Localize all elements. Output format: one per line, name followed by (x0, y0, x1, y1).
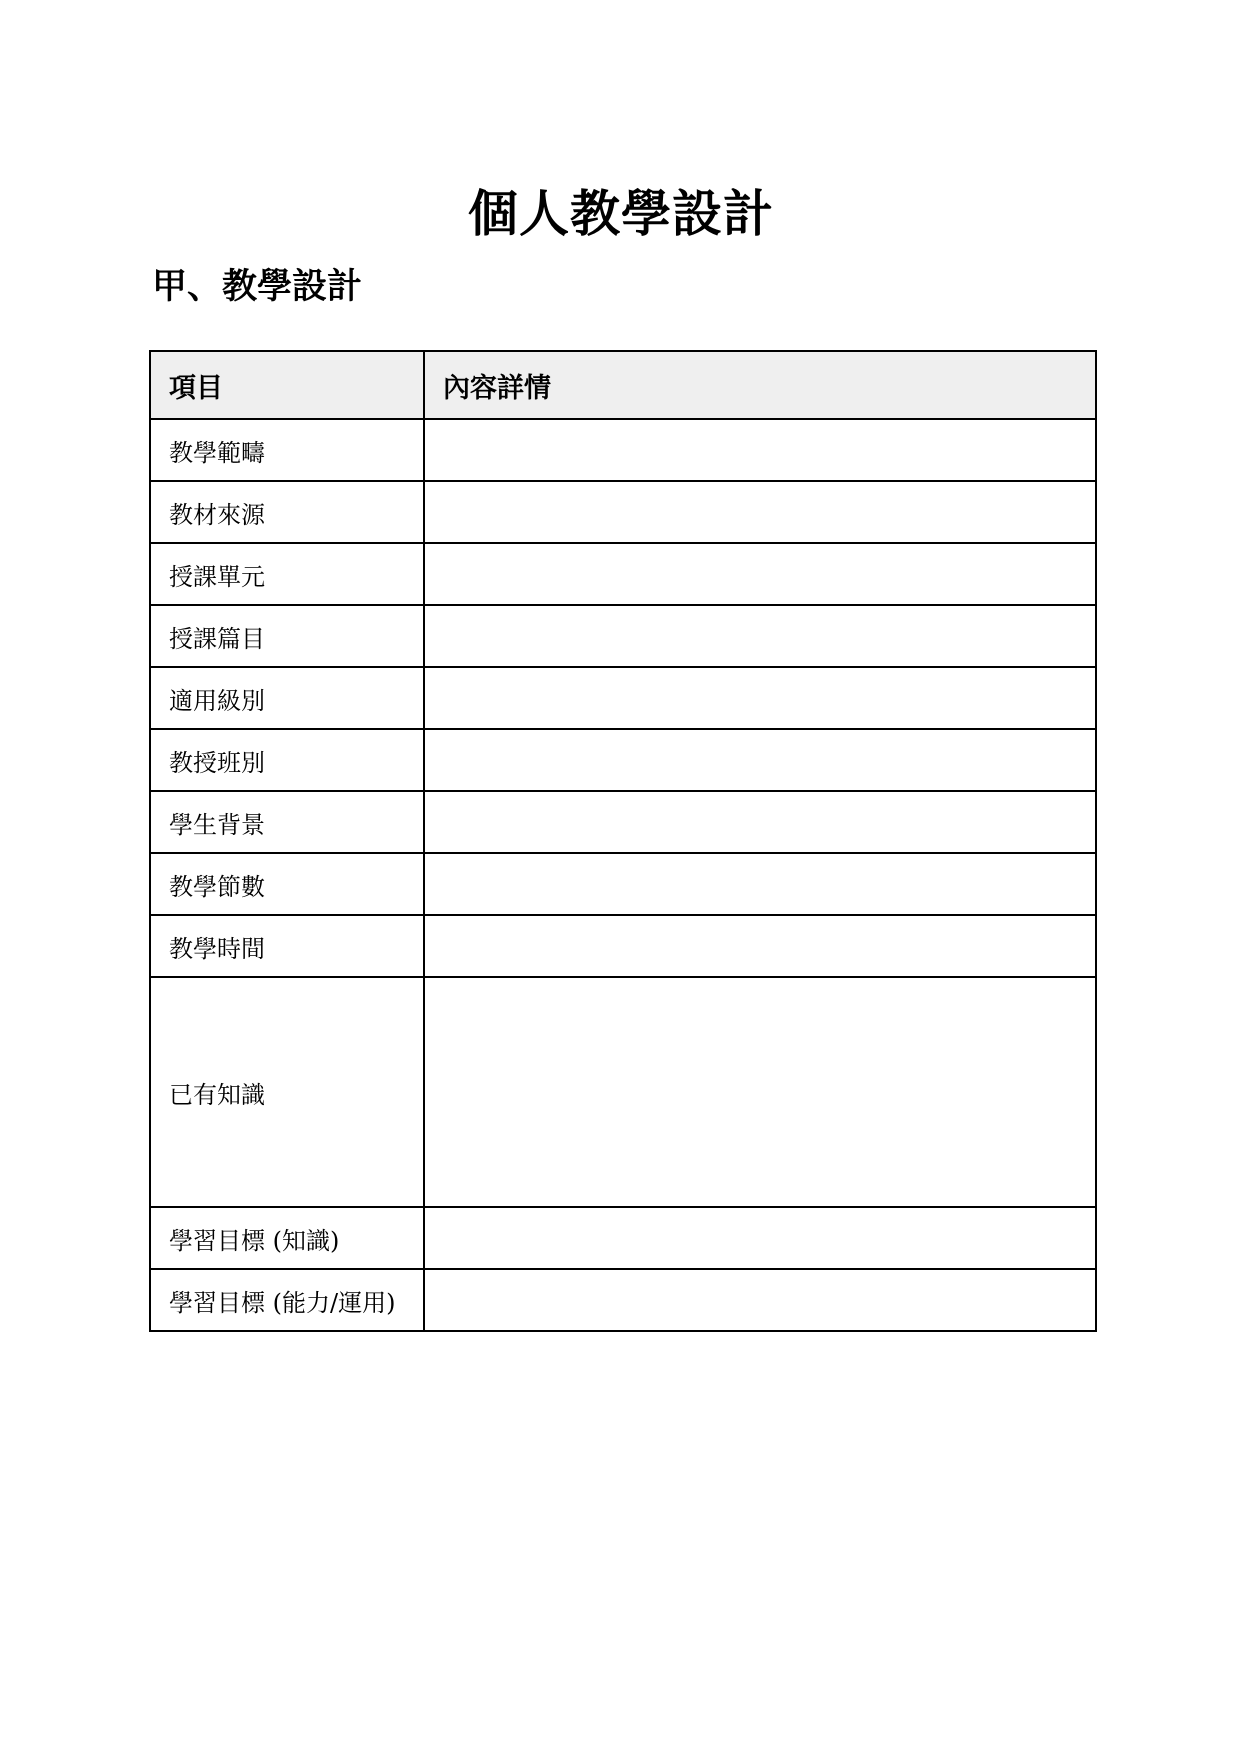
row-detail-objectives-knowledge[interactable] (424, 1207, 1096, 1269)
row-label-student-background: 學生背景 (150, 791, 424, 853)
row-detail-lesson-count[interactable] (424, 853, 1096, 915)
table-row (150, 419, 1096, 481)
table-row (150, 1269, 1096, 1331)
row-detail-unit[interactable] (424, 543, 1096, 605)
section-heading: 甲、教學設計 (152, 267, 363, 308)
row-detail-prior-knowledge[interactable] (424, 977, 1096, 1207)
row-detail-student-background[interactable] (424, 791, 1096, 853)
table-row (150, 977, 1096, 1207)
table-row (150, 1207, 1096, 1269)
row-label-teaching-scope: 教學範疇 (150, 419, 424, 481)
row-label-material-source: 教材來源 (150, 481, 424, 543)
row-label-unit: 授課單元 (150, 543, 424, 605)
row-label-grade-level: 適用級別 (150, 667, 424, 729)
table-row (150, 605, 1096, 667)
row-label-prior-knowledge: 已有知識 (150, 977, 424, 1207)
row-label-class: 教授班別 (150, 729, 424, 791)
table-row (150, 667, 1096, 729)
row-detail-teaching-time[interactable] (424, 915, 1096, 977)
header-item: 項目 (150, 351, 424, 419)
table-row (150, 915, 1096, 977)
table-row (150, 481, 1096, 543)
table-row (150, 543, 1096, 605)
row-label-objectives-knowledge: 學習目標 (知識) (150, 1207, 424, 1269)
row-label-lesson-count: 教學節數 (150, 853, 424, 915)
row-detail-text-title[interactable] (424, 605, 1096, 667)
page-title: 個人教學設計 (468, 184, 774, 243)
table-row (150, 791, 1096, 853)
table-row (150, 729, 1096, 791)
row-detail-objectives-ability[interactable] (424, 1269, 1096, 1331)
row-label-text-title: 授課篇目 (150, 605, 424, 667)
row-label-objectives-ability: 學習目標 (能力/運用) (150, 1269, 424, 1331)
header-detail: 內容詳情 (424, 351, 1096, 419)
table-header-row (150, 351, 1096, 419)
row-detail-grade-level[interactable] (424, 667, 1096, 729)
row-detail-teaching-scope[interactable] (424, 419, 1096, 481)
lesson-design-table (149, 350, 1097, 1332)
table-row (150, 853, 1096, 915)
row-label-teaching-time: 教學時間 (150, 915, 424, 977)
row-detail-class[interactable] (424, 729, 1096, 791)
row-detail-material-source[interactable] (424, 481, 1096, 543)
